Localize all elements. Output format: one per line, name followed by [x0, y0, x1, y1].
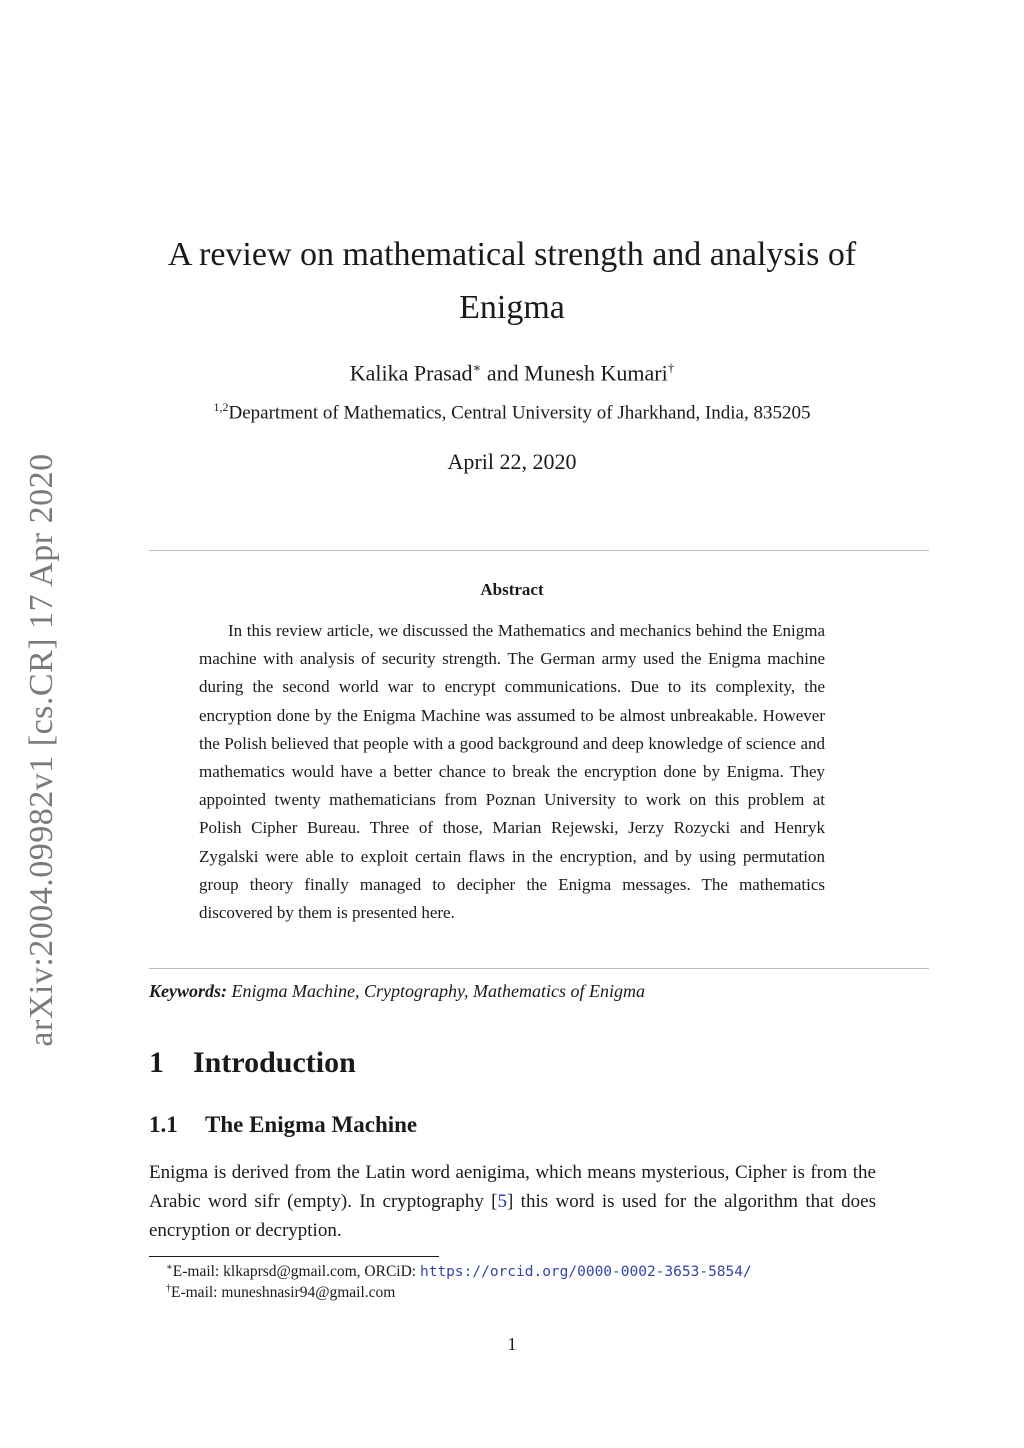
intro-text-part1: Enigma is derived from the Latin word aenigima, which means mysterious, Cipher is from the Arabic word sifr (empty). In cryptography [: [149, 1162, 876, 1212]
section-title: Introduction: [193, 1046, 356, 1079]
affiliation-index: 1,2: [213, 400, 229, 414]
abstract-heading: Abstract: [480, 580, 544, 599]
subsection-number: 1.1: [149, 1112, 178, 1137]
author-list: [0, 360, 1024, 386]
subsection-title: The Enigma Machine: [205, 1112, 418, 1137]
orcid-link[interactable]: https://orcid.org/0000-0002-3653-5854/: [419, 1264, 752, 1281]
keywords-text: Enigma Machine, Cryptography, Mathematics of Enigma: [231, 981, 645, 1001]
author-conjunction: and: [481, 360, 525, 386]
footnote-2: [166, 1283, 395, 1302]
footnote-rule: [149, 1256, 439, 1257]
footnote-mark: ∗: [166, 1262, 173, 1273]
arxiv-side-stamp: arXiv:2004.09982v1 [cs.CR] 17 Apr 2020: [23, 453, 60, 1047]
citation-link[interactable]: 5: [497, 1191, 507, 1212]
section-number: 1: [149, 1046, 164, 1079]
abstract-bottom-rule: [149, 968, 929, 969]
footnote-mark: †: [166, 1283, 171, 1294]
abstract-top-rule: [149, 550, 929, 551]
footnote-2-text: E-mail: muneshnasir94@gmail.com: [171, 1284, 396, 1302]
affiliation: [0, 400, 1024, 424]
author-name: Kalika Prasad: [349, 360, 473, 386]
footnote-mark: ∗: [472, 360, 482, 375]
subsection-heading: [149, 1112, 417, 1138]
intro-text-part2: ] this word is used for the algorithm that does encryption or decryption.: [149, 1191, 876, 1241]
abstract-text: In this review article, we discussed the Mathematics and mechanics behind the Enigma machine with analysis of security strength. The German army used the Enigma machine during the second world war to encrypt communications. Due to its complexity, the encryption done by the Enigma Machine was assumed to be almost unbreakable. However the Polish believed that people with a good background and deep knowledge of science and mathematics would have a better chance to break the encryption done by Enigma. They appointed twenty mathematicians from Poznan University to work on this problem at Polish Cipher Bureau. Three of those, Marian Rejewski, Jerzy Rozycki and Henryk Zygalski were able to exploit certain flaws in the encryption, and by using permutation group theory finally managed to decipher the Enigma messages. The mathematics discovered by them is presented here.: [199, 621, 825, 923]
keywords-label: Keywords:: [149, 981, 227, 1001]
footnote-1-text: E-mail: klkaprsd@gmail.com, ORCiD:: [172, 1263, 420, 1281]
affiliation-text: Department of Mathematics, Central University of Jharkhand, India, 835205: [228, 402, 811, 424]
keywords: [149, 981, 645, 1002]
author-name: Munesh Kumari: [524, 360, 668, 386]
footnote-1: [166, 1262, 752, 1281]
paper-date: April 22, 2020: [447, 449, 577, 474]
title-line-2: Enigma: [459, 289, 565, 326]
page-number: 1: [507, 1334, 517, 1354]
footnote-mark: †: [667, 360, 675, 375]
paper-title: [120, 228, 904, 334]
section-heading: [149, 1046, 356, 1080]
title-line-1: A review on mathematical strength and analysis of: [167, 236, 857, 273]
intro-paragraph: [149, 1158, 876, 1245]
